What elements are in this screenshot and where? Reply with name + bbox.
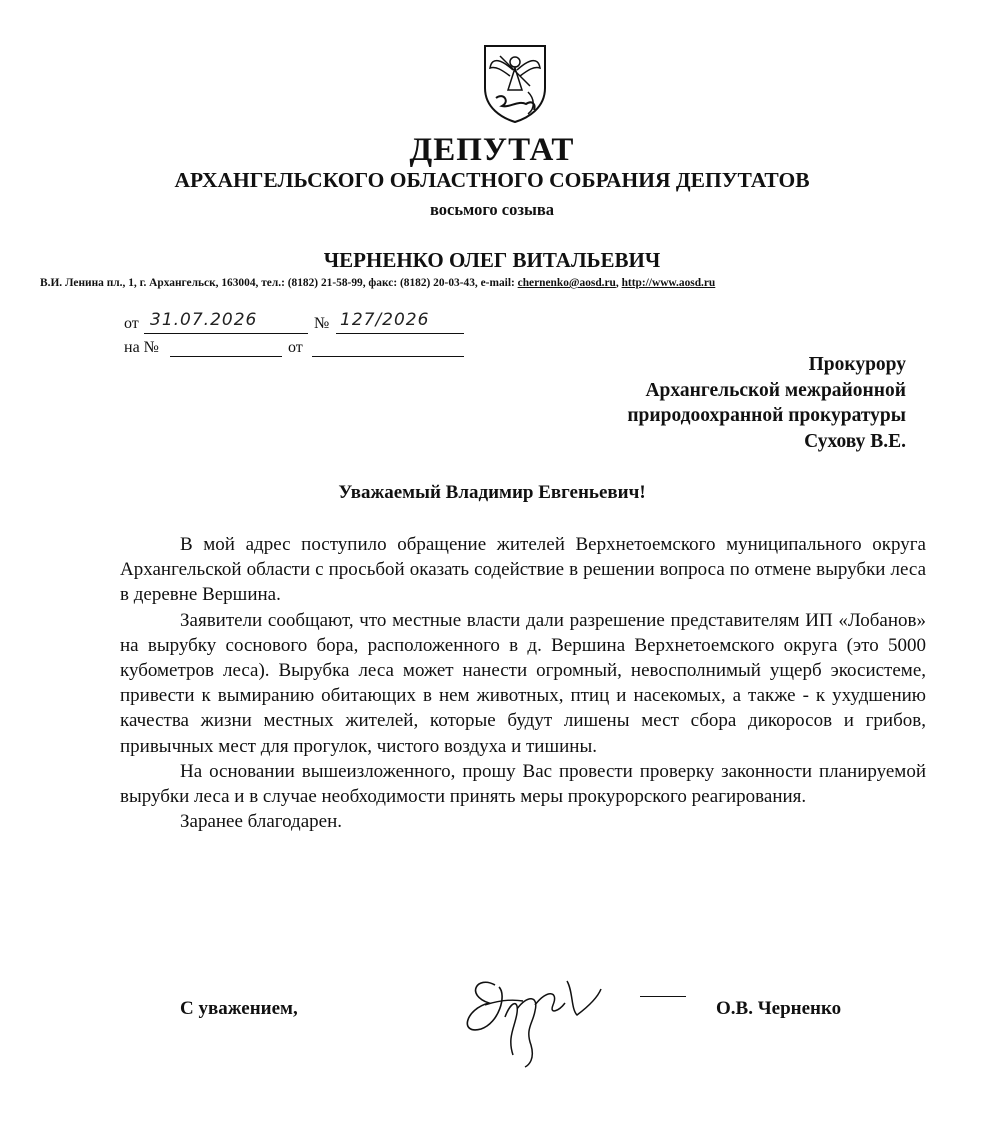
paragraph: Заранее благодарен. [180, 811, 343, 833]
date-line [144, 333, 308, 334]
signer-name: О.В. Черненко [716, 998, 842, 1019]
closing-phrase: С уважением, [180, 998, 298, 1019]
letterhead-assembly: АРХАНГЕЛЬСКОГО ОБЛАСТНОГО СОБРАНИЯ ДЕПУТАТОВ [174, 168, 810, 192]
addressee-org-line2: природоохранной прокуратуры [627, 405, 906, 426]
reference-date-line [312, 356, 464, 357]
handwritten-number: 127/2026 [340, 310, 430, 330]
letterhead-title: ДЕПУТАТ [409, 132, 575, 168]
signature [455, 965, 615, 1070]
letter-body [120, 532, 926, 834]
reference-label: на № [124, 339, 159, 356]
contact-address: В.И. Ленина пл., 1, г. Архангельск, 163004, тел.: (8182) 21-58-99, факс: (8182) 20-03-43, e-mail: [40, 277, 518, 289]
date-label: от [124, 315, 139, 332]
website-link[interactable]: http://www.aosd.ru [621, 277, 716, 289]
number-line [336, 333, 464, 334]
signature-dash [640, 996, 686, 997]
addressee-name: Сухову В.Е. [804, 430, 906, 452]
addressee-block [627, 352, 906, 454]
paragraph: Заявители сообщают, что местные власти дали разрешение представителям ИП «Лобанов» на вырубку соснового бора, расположенного в д. Вершина Верхнетоемского округа (это 5000 кубометров леса). Вырубка леса может нанести огромный, невосполнимый ущерб экосистеме, привести к вымиранию обитающих в нем животных, птиц и насекомых, а также - к ухудшению качества жизни местных жителей, которые будут лишены мест сбора дикоросов и грибов, привычных мест для прогулок, чистого воздуха и тишины. [120, 609, 926, 757]
contact-line [40, 277, 950, 289]
email-link[interactable]: chernenko@aosd.ru [517, 277, 616, 289]
number-label: № [314, 315, 330, 332]
handwritten-date: 31.07.2026 [150, 310, 258, 330]
reference-number-line [170, 356, 282, 357]
letterhead-convocation: восьмого созыва [429, 200, 555, 219]
reference-date-label: от [288, 339, 303, 356]
paragraph: На основании вышеизложенного, прошу Вас провести проверку законности планируемой вырубки леса и в случае необходимости принять меры прокурорского реагирования. [120, 760, 926, 808]
addressee-position: Прокурору [808, 354, 906, 375]
paragraph: В мой адрес поступило обращение жителей Верхнетоемского муниципального округа Архангельской области с просьбой оказать содействие в решении вопроса по отмене вырубки леса в деревне Вершина. [120, 534, 926, 606]
salutation: Уважаемый Владимир Евгеньевич! [338, 482, 646, 503]
coat-of-arms-icon [480, 42, 550, 124]
deputy-name: ЧЕРНЕНКО ОЛЕГ ВИТАЛЬЕВИЧ [323, 248, 661, 272]
contact-separator: , [615, 277, 622, 289]
addressee-org-line1: Архангельской межрайонной [645, 379, 906, 401]
